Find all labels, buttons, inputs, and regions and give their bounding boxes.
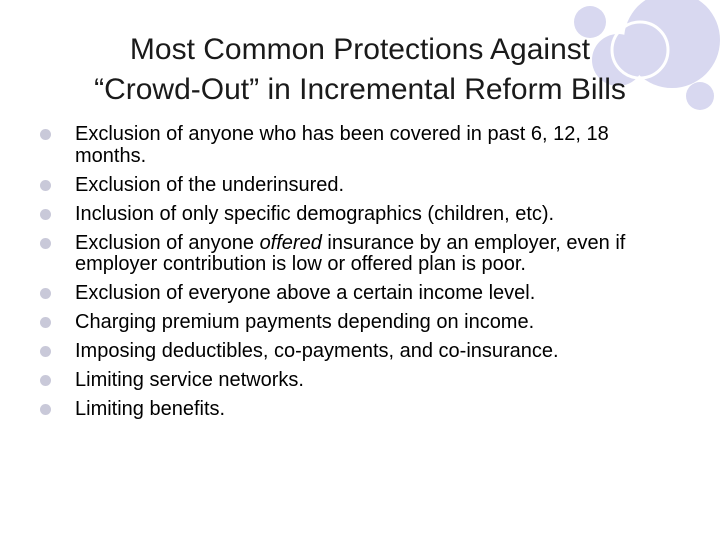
bullet-dot-icon <box>40 404 51 415</box>
bullet-text: Charging premium payments depending on income. <box>75 311 535 333</box>
bullet-item <box>40 399 680 421</box>
bullet-text-before: Exclusion of anyone <box>75 231 260 254</box>
bullet-text: Inclusion of only specific demographics (children, etc). <box>75 202 555 225</box>
bullet-text: Limiting benefits. <box>75 398 226 420</box>
bullet-item <box>40 233 680 276</box>
title-line-1: Most Common Protections Against <box>129 33 591 66</box>
bullet-text: Imposing deductibles, co-payments, and co-insurance. <box>75 340 559 362</box>
slide-title <box>20 30 700 110</box>
bullet-item <box>40 283 680 305</box>
bullet-dot-icon <box>40 238 51 249</box>
bullet-item <box>40 204 680 226</box>
bullet-item <box>40 341 680 363</box>
bullet-text: Exclusion of the underinsured. <box>75 173 345 196</box>
bullet-dot-icon <box>40 209 51 220</box>
bullet-text <box>75 232 625 276</box>
bullet-dot-icon <box>40 180 51 191</box>
bullet-text: Limiting service networks. <box>75 369 304 391</box>
bullet-dot-icon <box>40 346 51 357</box>
bullet-text-after: insurance by an employer, even if employer contribution is low or offered plan is poor. <box>75 231 626 275</box>
bullet-item <box>40 370 680 392</box>
bullet-list <box>40 124 680 428</box>
bullet-dot-icon <box>40 317 51 328</box>
title-line-2: “Crowd-Out” in Incremental Reform Bills <box>94 73 626 106</box>
bullet-dot-icon <box>40 375 51 386</box>
bullet-text: Exclusion of everyone above a certain income level. <box>75 282 536 304</box>
bullet-item <box>40 312 680 334</box>
bullet-text: Exclusion of anyone who has been covered in past 6, 12, 18 months. <box>75 123 609 167</box>
bullet-text-emphasis: offered <box>259 231 322 254</box>
bullet-item <box>40 175 680 197</box>
bullet-dot-icon <box>40 129 51 140</box>
bullet-item <box>40 124 680 167</box>
bullet-dot-icon <box>40 288 51 299</box>
